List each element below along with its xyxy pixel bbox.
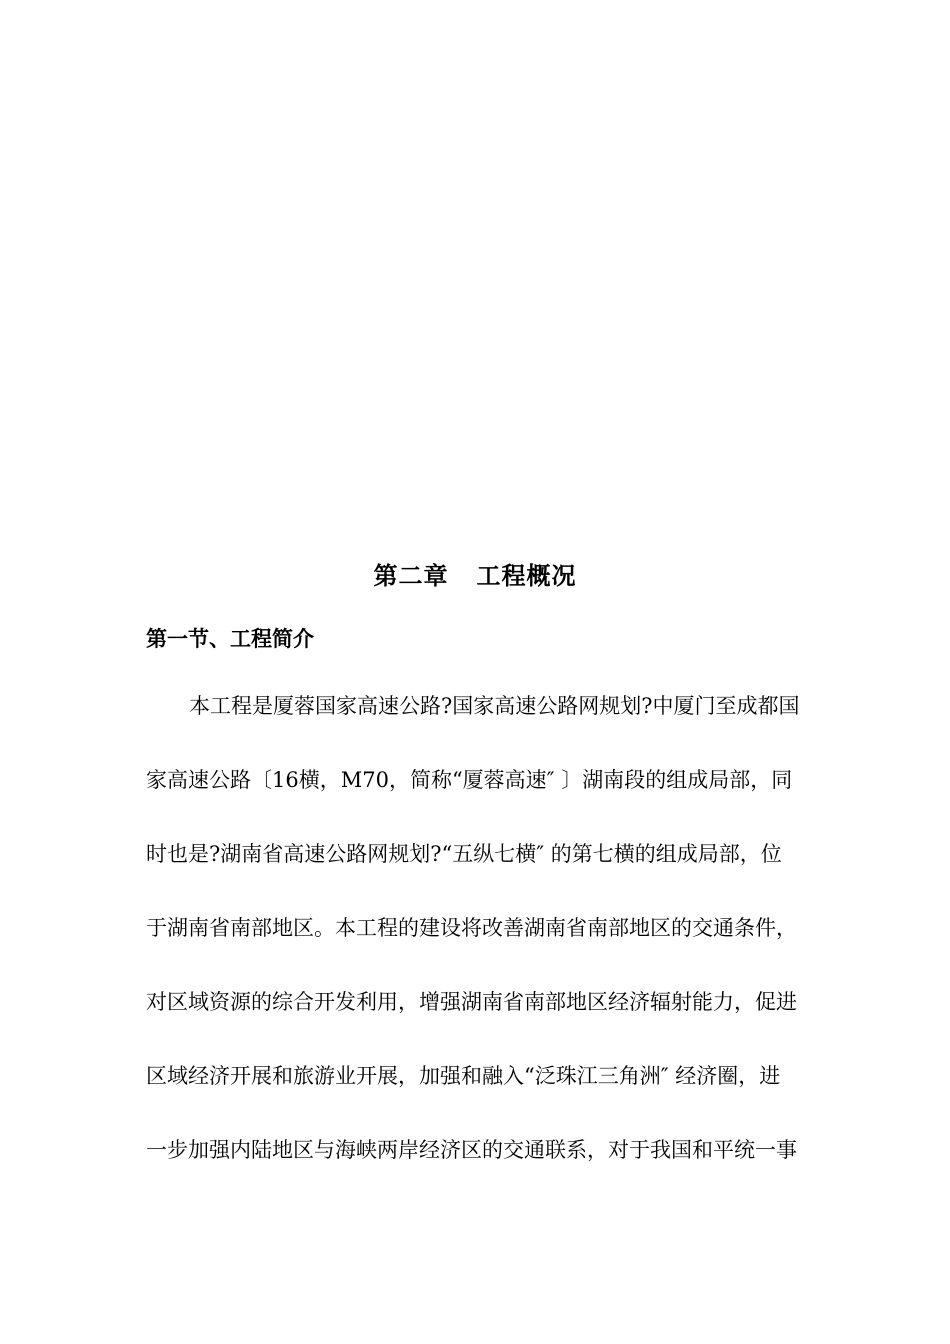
- chapter-title: 工程概况: [476, 561, 577, 590]
- paragraph-line: 对区域资源的综合开发利用，增强湖南省南部地区经济辐射能力，促进: [146, 990, 797, 1014]
- paragraph-line: 一步加强内陆地区与海峡两岸经济区的交通联系，对于我国和平统一事: [146, 1138, 797, 1162]
- paragraph-line: 于湖南省南部地区。本工程的建设将改善湖南省南部地区的交通条件，: [146, 916, 797, 940]
- section-heading: 第一节、工程简介: [146, 626, 314, 651]
- paragraph-line: 本工程是厦蓉国家高速公路?国家高速公路网规划?中厦门至成都国: [189, 694, 800, 718]
- chapter-heading: [0, 560, 950, 592]
- paragraph-line: 家高速公路〔16横，M70，简称“厦蓉高速″ 〕湖南段的组成局部，同: [146, 768, 793, 792]
- paragraph-line: 时也是?湖南省高速公路网规划?“五纵七横″ 的第七横的组成局部，位: [146, 842, 782, 866]
- chapter-number: 第二章: [373, 561, 449, 590]
- paragraph-line: 区域经济开展和旅游业开展，加强和融入“泛珠江三角洲″ 经济圈，进: [146, 1064, 781, 1088]
